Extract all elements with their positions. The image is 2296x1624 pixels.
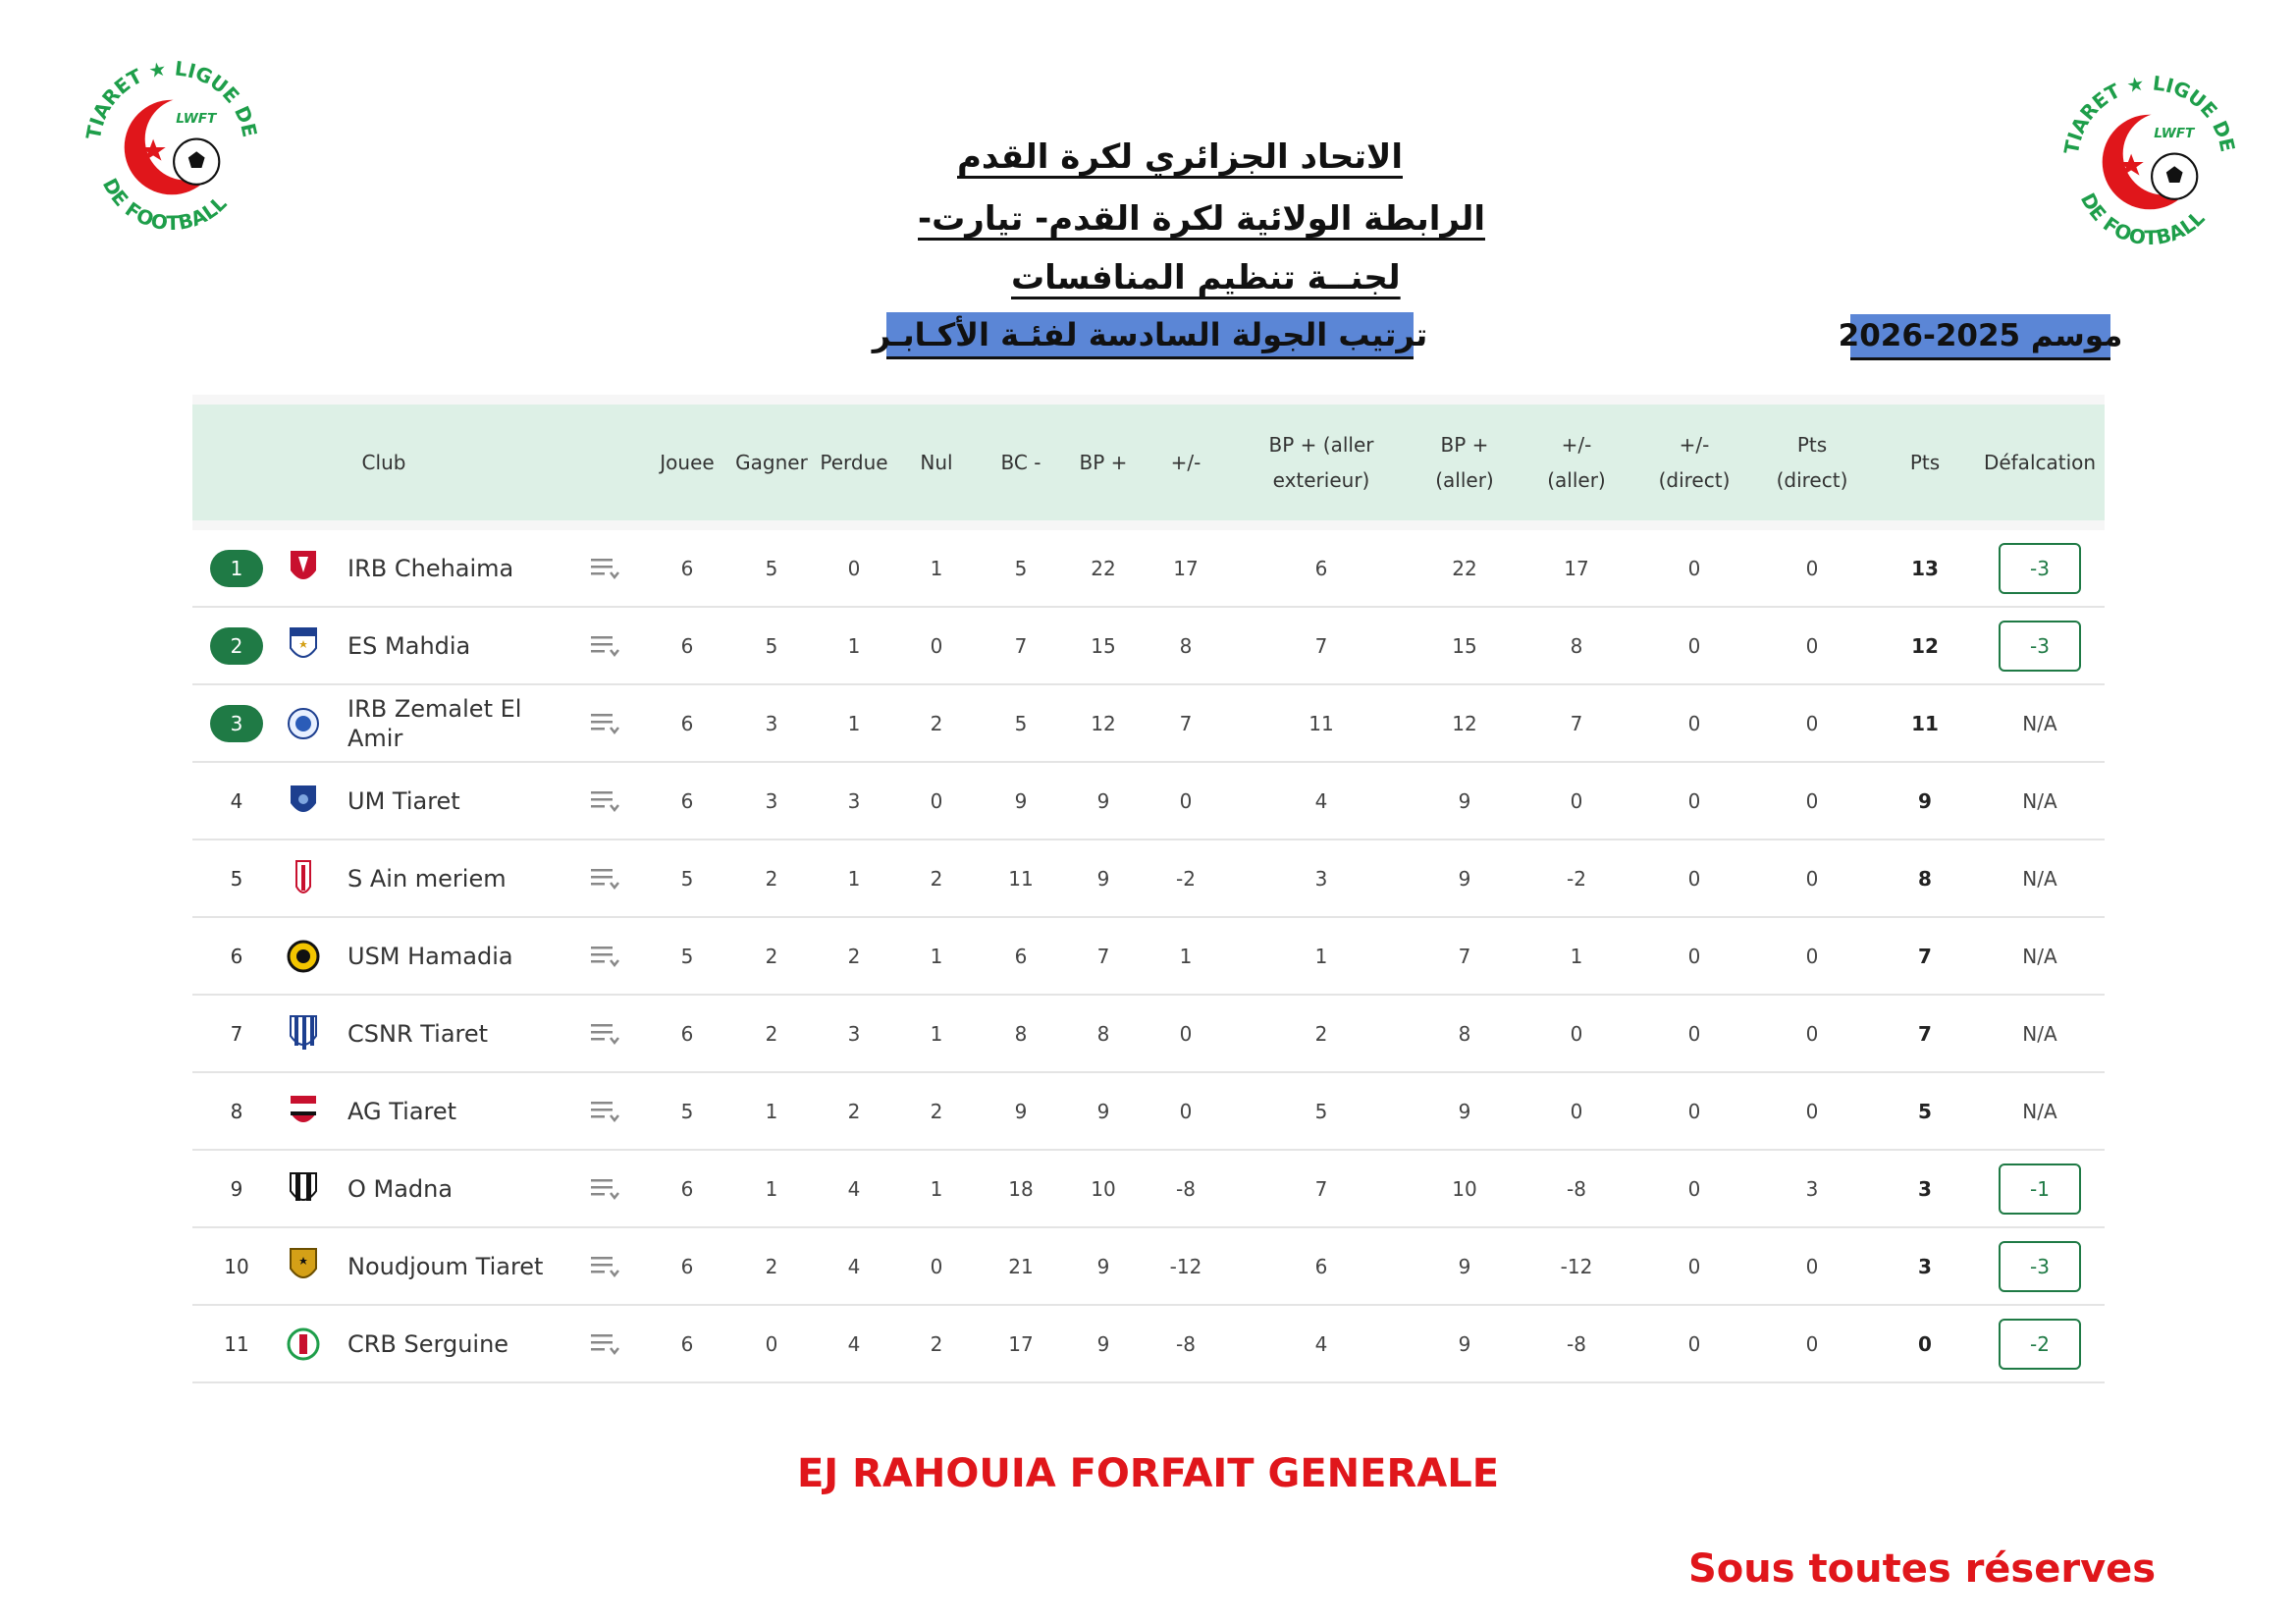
col-lost[interactable]: Perdue [820, 451, 888, 474]
rank-badge: 9 [230, 1177, 243, 1201]
league-logo-left [69, 44, 275, 250]
cell-gf-first: 9 [1458, 1099, 1471, 1123]
cell-gd-first: 8 [1570, 633, 1583, 658]
cell-pts: 11 [1911, 711, 1939, 735]
cell-lost: 4 [847, 1331, 861, 1356]
col-pts-direct[interactable]: Pts (direct) [1776, 433, 1848, 492]
cell-ga: 9 [1014, 1099, 1028, 1123]
yellow-black-icon [287, 937, 320, 976]
cell-gd-direct: 0 [1687, 711, 1701, 735]
cell-gd-first: 7 [1570, 711, 1583, 735]
list-details-icon[interactable] [591, 556, 622, 581]
black-white-icon [287, 1169, 320, 1209]
cell-gf-away: 3 [1314, 866, 1328, 891]
svg-text:TIARET ★ LIGUE DE WILAYA: TIARET ★ LIGUE DE [2058, 71, 2240, 156]
cell-gd-first: 0 [1570, 1099, 1583, 1123]
cell-gf: 15 [1091, 633, 1116, 658]
deduction-badge[interactable]: -3 [1999, 621, 2081, 672]
svg-text:DE FOOTBALL: DE FOOTBALL [97, 174, 232, 236]
cell-ga: 5 [1014, 556, 1028, 580]
cell-lost: 1 [847, 711, 861, 735]
team-name[interactable]: O Madna [347, 1174, 454, 1203]
cell-gd-direct: 0 [1687, 633, 1701, 658]
cell-gf-away: 6 [1314, 556, 1328, 580]
cell-lost: 4 [847, 1176, 861, 1201]
col-played[interactable]: Jouee [660, 451, 715, 474]
cell-ga: 6 [1014, 944, 1028, 968]
rank-badge: 7 [230, 1022, 243, 1046]
team-name[interactable]: CSNR Tiaret [347, 1019, 489, 1048]
cell-pts-direct: 0 [1805, 944, 1819, 968]
table-row[interactable] [192, 918, 2105, 996]
cell-ga: 9 [1014, 788, 1028, 813]
cell-ga: 21 [1008, 1254, 1034, 1278]
cell-gf: 9 [1096, 788, 1110, 813]
cell-gd-first: -2 [1567, 866, 1586, 891]
cell-gf-first: 9 [1458, 1331, 1471, 1356]
cell-gd: 1 [1179, 944, 1193, 968]
col-goals-first[interactable]: BP + (aller) [1435, 433, 1494, 492]
cell-won: 3 [765, 788, 778, 813]
cell-gf-away: 7 [1314, 1176, 1328, 1201]
team-name[interactable]: AG Tiaret [347, 1097, 457, 1125]
cell-gd: -8 [1176, 1176, 1196, 1201]
cell-gd-first: 0 [1570, 1021, 1583, 1046]
cell-played: 6 [680, 788, 694, 813]
cell-won: 5 [765, 633, 778, 658]
table-row[interactable] [192, 1073, 2105, 1151]
deduction-value: N/A [2022, 711, 2057, 735]
cell-played: 6 [680, 556, 694, 580]
reserves-note: Sous toutes réserves [1688, 1546, 2157, 1592]
red-shield-icon [287, 549, 320, 588]
committee-title: لجنــة تنظيم المنافسات [1011, 258, 1401, 298]
list-details-icon[interactable] [591, 1176, 622, 1202]
cell-gd-first: -12 [1560, 1254, 1593, 1278]
cell-gd-direct: 0 [1687, 1331, 1701, 1356]
cell-gf: 12 [1091, 711, 1116, 735]
cell-draw: 2 [930, 1331, 943, 1356]
col-club[interactable]: Club [361, 451, 406, 474]
cell-gd-direct: 0 [1687, 866, 1701, 891]
rank-badge: 8 [230, 1100, 243, 1123]
col-points[interactable]: Pts [1909, 451, 1941, 474]
cell-gd: -8 [1176, 1331, 1196, 1356]
col-goals-away[interactable]: BP + (aller exterieur) [1268, 433, 1374, 492]
cell-gf-first: 9 [1458, 788, 1471, 813]
cell-gf: 10 [1091, 1176, 1116, 1201]
rank-badge: 1 [210, 550, 263, 587]
cell-pts: 5 [1918, 1099, 1932, 1123]
cell-gd-first: -8 [1567, 1176, 1586, 1201]
team-name[interactable]: USM Hamadia [347, 942, 513, 970]
cell-won: 1 [765, 1176, 778, 1201]
table-row[interactable] [192, 1151, 2105, 1228]
list-details-icon[interactable] [591, 788, 622, 814]
col-gd-direct[interactable]: +/- (direct) [1658, 433, 1731, 492]
cell-gf-away: 2 [1314, 1021, 1328, 1046]
cell-played: 6 [680, 1021, 694, 1046]
cell-gf-away: 4 [1314, 788, 1328, 813]
cell-lost: 3 [847, 788, 861, 813]
cell-won: 2 [765, 1254, 778, 1278]
league-logo-icon [2047, 59, 2253, 265]
cell-lost: 2 [847, 944, 861, 968]
cell-draw: 1 [930, 1021, 943, 1046]
cell-pts: 8 [1918, 866, 1932, 891]
cell-gd-first: 0 [1570, 788, 1583, 813]
cell-won: 2 [765, 866, 778, 891]
cell-pts-direct: 0 [1805, 1254, 1819, 1278]
cell-won: 2 [765, 944, 778, 968]
forfait-notice: EJ RAHOUIA FORFAIT GENERALE [796, 1451, 1500, 1496]
table-row[interactable] [192, 840, 2105, 918]
list-details-icon[interactable] [591, 866, 622, 892]
cell-pts-direct: 0 [1805, 1099, 1819, 1123]
deduction-badge[interactable]: -2 [1999, 1319, 2081, 1370]
cell-gd-direct: 0 [1687, 556, 1701, 580]
cell-won: 0 [765, 1331, 778, 1356]
cell-gf-first: 12 [1452, 711, 1477, 735]
gold-shield-icon [287, 1247, 320, 1286]
cell-played: 6 [680, 1254, 694, 1278]
cell-gf-away: 7 [1314, 633, 1328, 658]
list-details-icon[interactable] [591, 1331, 622, 1357]
team-name[interactable]: Noudjoum Tiaret [347, 1252, 544, 1280]
cell-pts-direct: 0 [1805, 711, 1819, 735]
rank-badge: 10 [224, 1255, 249, 1278]
cell-pts: 12 [1911, 633, 1939, 658]
col-goals-for[interactable]: BP + [1079, 451, 1128, 474]
col-goals-against[interactable]: BC - [1000, 451, 1041, 474]
cell-gd: -12 [1169, 1254, 1202, 1278]
cell-pts-direct: 0 [1805, 1021, 1819, 1046]
table-row[interactable] [192, 608, 2105, 685]
blue-striped-icon [287, 1014, 320, 1054]
cell-pts-direct: 0 [1805, 866, 1819, 891]
cell-pts: 3 [1918, 1176, 1932, 1201]
cell-gf: 9 [1096, 866, 1110, 891]
list-details-icon[interactable] [591, 1099, 622, 1124]
rank-badge: 2 [210, 627, 263, 665]
cell-draw: 1 [930, 1176, 943, 1201]
cell-gf-first: 9 [1458, 866, 1471, 891]
cell-won: 1 [765, 1099, 778, 1123]
table-row[interactable] [192, 996, 2105, 1073]
rank-badge: 6 [230, 945, 243, 968]
round-title: ترتيب الجولة السادسة لفئـة الأكـابـر [886, 312, 1414, 359]
cell-draw: 2 [930, 866, 943, 891]
cell-gd-direct: 0 [1687, 788, 1701, 813]
cell-gf: 9 [1096, 1254, 1110, 1278]
cell-ga: 17 [1008, 1331, 1034, 1356]
cell-gd: 17 [1173, 556, 1199, 580]
deduction-badge[interactable]: -1 [1999, 1164, 2081, 1215]
cell-pts-direct: 3 [1805, 1176, 1819, 1201]
cell-draw: 2 [930, 1099, 943, 1123]
rank-badge: 11 [224, 1332, 249, 1356]
league-logo-right [2047, 59, 2253, 265]
team-name[interactable]: S Ain meriem [347, 864, 507, 893]
cell-gd-first: -8 [1567, 1331, 1586, 1356]
deduction-value: N/A [2022, 1021, 2057, 1046]
cell-draw: 1 [930, 944, 943, 968]
col-draw[interactable]: Nul [920, 451, 953, 474]
rank-badge: 3 [210, 705, 263, 742]
table-row[interactable] [192, 763, 2105, 840]
cell-played: 6 [680, 1331, 694, 1356]
cell-gd: 0 [1179, 1021, 1193, 1046]
cell-pts: 3 [1918, 1254, 1932, 1278]
cell-pts-direct: 0 [1805, 1331, 1819, 1356]
cell-gf-first: 10 [1452, 1176, 1477, 1201]
cell-lost: 1 [847, 633, 861, 658]
deduction-value: N/A [2022, 788, 2057, 813]
cell-gf-first: 8 [1458, 1021, 1471, 1046]
table-row[interactable] [192, 530, 2105, 608]
cell-played: 5 [680, 866, 694, 891]
cell-gd-direct: 0 [1687, 1099, 1701, 1123]
cell-gf-first: 15 [1452, 633, 1477, 658]
col-gd-first[interactable]: +/- (aller) [1547, 433, 1606, 492]
table-header [192, 405, 2105, 520]
cell-pts: 13 [1911, 556, 1939, 580]
cell-gd-first: 1 [1570, 944, 1583, 968]
svg-text:LWFT: LWFT [2154, 125, 2195, 141]
cell-gf-away: 6 [1314, 1254, 1328, 1278]
league-logo-icon [69, 44, 275, 250]
cell-gf: 9 [1096, 1099, 1110, 1123]
cell-played: 5 [680, 944, 694, 968]
navy-shield-icon [287, 782, 320, 821]
deduction-badge[interactable]: -3 [1999, 543, 2081, 594]
cell-draw: 0 [930, 633, 943, 658]
cell-won: 5 [765, 556, 778, 580]
deduction-value: N/A [2022, 1099, 2057, 1123]
team-name[interactable]: CRB Serguine [347, 1329, 509, 1358]
cell-gf: 7 [1096, 944, 1110, 968]
cell-gf: 8 [1096, 1021, 1110, 1046]
league-title: الرابطة الولائية لكرة القدم- تيارت- [918, 199, 1485, 239]
cell-gd-direct: 0 [1687, 1021, 1701, 1046]
cell-ga: 18 [1008, 1176, 1034, 1201]
cell-lost: 3 [847, 1021, 861, 1046]
cell-gf: 22 [1091, 556, 1116, 580]
rank-badge: 5 [230, 867, 243, 891]
deduction-badge[interactable]: -3 [1999, 1241, 2081, 1292]
cell-gd: 0 [1179, 1099, 1193, 1123]
cell-draw: 1 [930, 556, 943, 580]
cell-lost: 1 [847, 866, 861, 891]
list-details-icon[interactable] [591, 944, 622, 969]
cell-gd-direct: 0 [1687, 944, 1701, 968]
cell-draw: 0 [930, 1254, 943, 1278]
list-details-icon[interactable] [591, 711, 622, 736]
cell-gd: -2 [1176, 866, 1196, 891]
cell-gf-away: 11 [1308, 711, 1334, 735]
cell-won: 2 [765, 1021, 778, 1046]
cell-pts-direct: 0 [1805, 633, 1819, 658]
rank-badge: 4 [230, 789, 243, 813]
cell-draw: 0 [930, 788, 943, 813]
deduction-value: N/A [2022, 866, 2057, 891]
cell-played: 6 [680, 711, 694, 735]
cell-gf-away: 1 [1314, 944, 1328, 968]
list-details-icon[interactable] [591, 633, 622, 659]
cell-pts: 7 [1918, 1021, 1932, 1046]
cell-pts: 7 [1918, 944, 1932, 968]
cell-gd: 7 [1179, 711, 1193, 735]
cell-gd: 0 [1179, 788, 1193, 813]
table-row[interactable] [192, 1228, 2105, 1306]
col-goal-diff[interactable]: +/- [1170, 451, 1201, 474]
cell-pts-direct: 0 [1805, 556, 1819, 580]
red-black-icon [287, 1092, 320, 1131]
col-deduction[interactable]: Défalcation [1983, 451, 2097, 474]
blue-round-icon [287, 704, 320, 743]
cell-gf-away: 4 [1314, 1331, 1328, 1356]
list-details-icon[interactable] [591, 1254, 622, 1279]
cell-gf-first: 9 [1458, 1254, 1471, 1278]
table-row[interactable] [192, 685, 2105, 763]
cell-ga: 7 [1014, 633, 1028, 658]
team-name[interactable]: UM Tiaret [347, 786, 460, 815]
team-name[interactable]: IRB Zemalet El Amir [347, 694, 522, 752]
svg-text:DE FOOTBALL: DE FOOTBALL [2075, 189, 2210, 250]
logo-abbr: LWFT [176, 110, 217, 127]
team-name[interactable]: IRB Chehaima [347, 554, 514, 582]
cell-ga: 5 [1014, 711, 1028, 735]
cell-played: 6 [680, 1176, 694, 1201]
list-details-icon[interactable] [591, 1021, 622, 1047]
cell-gd: 8 [1179, 633, 1193, 658]
logo-arc-text: TIARET ★ LIGUE DE [80, 56, 262, 141]
table-row[interactable] [192, 1306, 2105, 1383]
cell-lost: 2 [847, 1099, 861, 1123]
deduction-value: N/A [2022, 944, 2057, 968]
team-name[interactable]: ES Mahdia [347, 631, 471, 660]
cell-gf-away: 5 [1314, 1099, 1328, 1123]
red-white-icon [287, 859, 320, 898]
cell-ga: 8 [1014, 1021, 1028, 1046]
cell-gf: 9 [1096, 1331, 1110, 1356]
cell-ga: 11 [1008, 866, 1034, 891]
cell-played: 6 [680, 633, 694, 658]
federation-title: الاتحاد الجزائري لكرة القدم [957, 137, 1403, 177]
cell-draw: 2 [930, 711, 943, 735]
cell-won: 3 [765, 711, 778, 735]
cell-pts: 9 [1918, 788, 1932, 813]
cell-pts-direct: 0 [1805, 788, 1819, 813]
season-label: موسم 2025-2026 [1850, 314, 2110, 360]
cell-gd-direct: 0 [1687, 1176, 1701, 1201]
cell-pts: 0 [1918, 1331, 1932, 1356]
cell-gf-first: 22 [1452, 556, 1477, 580]
cell-lost: 4 [847, 1254, 861, 1278]
cell-gf-first: 7 [1458, 944, 1471, 968]
cell-gd-first: 17 [1564, 556, 1589, 580]
cell-lost: 0 [847, 556, 861, 580]
cell-gd-direct: 0 [1687, 1254, 1701, 1278]
cell-played: 5 [680, 1099, 694, 1123]
blue-shield-icon [287, 626, 320, 666]
col-won[interactable]: Gagner [735, 451, 808, 474]
green-red-icon [287, 1325, 320, 1364]
standings-table [192, 395, 2105, 1362]
